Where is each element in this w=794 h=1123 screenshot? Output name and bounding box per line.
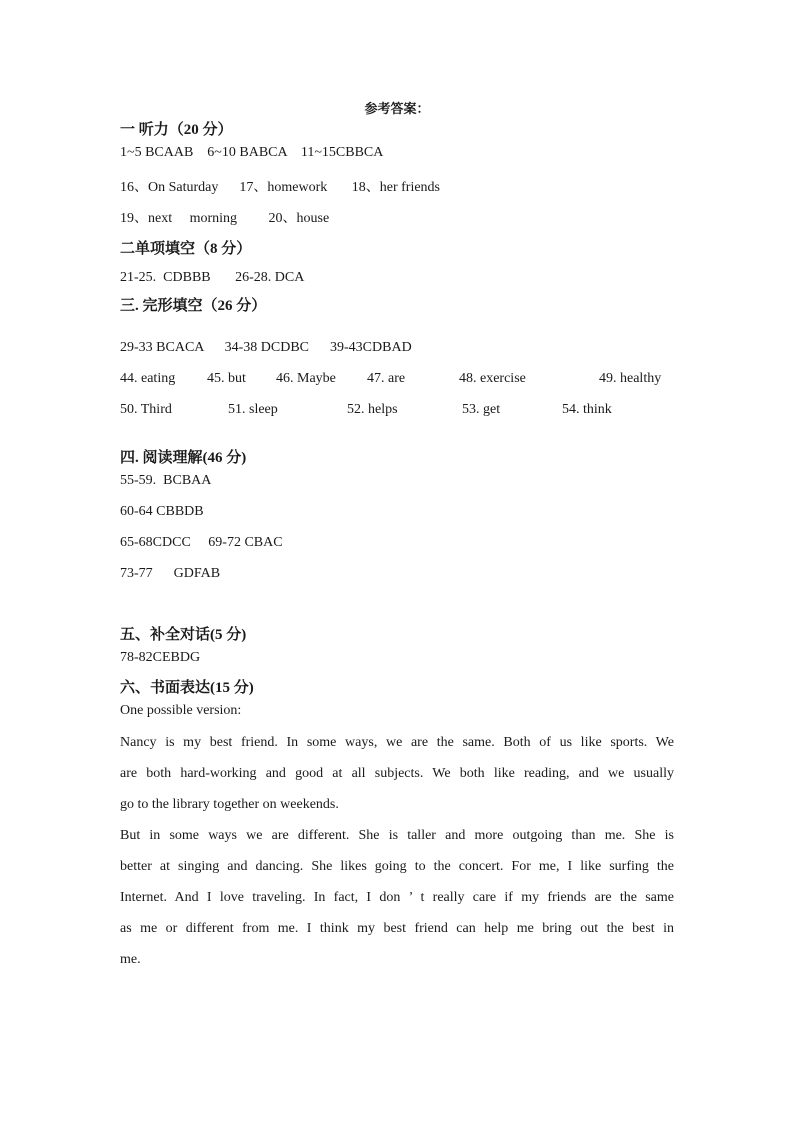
cloze-item: 54. think — [562, 402, 612, 417]
cloze-item: 52. helps — [347, 402, 398, 417]
writing-intro: One possible version: — [120, 703, 242, 718]
reading-answers-65-72: 65-68CDCC 69-72 CBAC — [120, 535, 283, 550]
section-cloze-heading: 三. 完形填空（26 分） — [120, 298, 267, 314]
essay-line: go to the library together on weekends. — [120, 797, 339, 812]
listening-answers-16-18: 16、On Saturday 17、homework 18、her friends — [120, 180, 441, 195]
listening-answers-19-20: 19、next morning 20、house — [120, 211, 330, 226]
essay-line: me. — [120, 952, 141, 967]
cloze-item: 49. healthy — [599, 371, 662, 386]
section-reading-heading: 四. 阅读理解(46 分) — [120, 450, 247, 466]
essay-line: Nancy is my best friend. In some ways, we are the same. Both of us like sports. We — [120, 735, 674, 750]
section-writing-heading: 六、书面表达(15 分) — [120, 680, 254, 696]
cloze-item: 44. eating — [120, 371, 176, 386]
cloze-item: 46. Maybe — [276, 371, 336, 386]
cloze-item: 50. Third — [120, 402, 172, 417]
essay-paragraph-1 — [120, 727, 674, 820]
dialogue-answers: 78-82CEBDG — [120, 650, 201, 665]
essay-paragraph-2 — [120, 820, 674, 975]
reading-answers-73-77: 73-77 GDFAB — [120, 566, 221, 581]
essay-line: are both hard-working and good at all subjects. We both like reading, and we usually — [120, 766, 674, 781]
reading-answers-55-59: 55-59. BCBAA — [120, 473, 212, 488]
section-listening-heading: 一 听力（20 分） — [120, 122, 233, 138]
section-dialogue-heading: 五、补全对话(5 分) — [120, 627, 247, 643]
listening-answers-1-15: 1~5 BCAAB 6~10 BABCA 11~15CBBCA — [120, 145, 384, 160]
cloze-item: 53. get — [462, 402, 501, 417]
cloze-item: 45. but — [207, 371, 246, 386]
section-single-choice-heading: 二单项填空（8 分） — [120, 241, 252, 257]
cloze-item: 47. are — [367, 371, 406, 386]
essay-line: But in some ways we are different. She is taller and more outgoing than me. She is — [120, 828, 674, 843]
single-choice-answers: 21-25. CDBBB 26-28. DCA — [120, 270, 305, 285]
cloze-answers-29-43: 29-33 BCACA 34-38 DCDBC 39-43CDBAD — [120, 340, 412, 355]
page-title: 参考答案： — [364, 101, 430, 116]
cloze-item: 51. sleep — [228, 402, 278, 417]
essay-line: as me or different from me. I think my best friend can help me bring out the best in — [120, 921, 674, 936]
reading-answers-60-64: 60-64 CBBDB — [120, 504, 204, 519]
cloze-item: 48. exercise — [459, 371, 526, 386]
essay-line: Internet. And I love traveling. In fact, I don ’ t really care if my friends are the same — [120, 890, 674, 905]
essay-line: better at singing and dancing. She likes going to the concert. For me, I like surfing the — [120, 859, 674, 874]
